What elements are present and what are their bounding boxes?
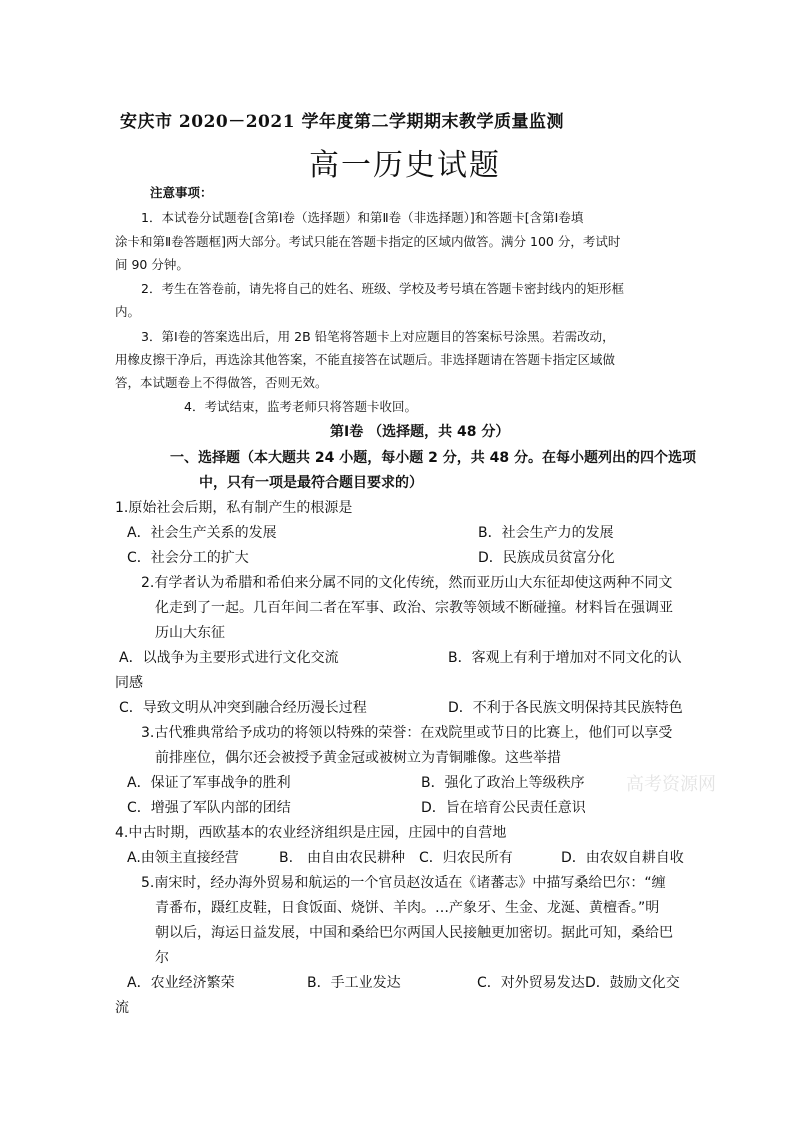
- option-d-continued: 流: [115, 1000, 129, 1016]
- section-instruction: 一、选择题（本大题共 24 小题，每小题 2 分，共 48 分。在每小题列出的四个选项: [170, 450, 696, 466]
- option-d: D．不利于各民族文明保持其民族特色: [448, 700, 683, 716]
- page-title: 高一历史试题: [309, 148, 501, 183]
- notice-line: 1．本试卷分试题卷[含第Ⅰ卷（选择题）和第Ⅱ卷（非选择题）]和答题卡[含第Ⅰ卷填: [141, 210, 584, 225]
- notice-line: 内。: [115, 304, 141, 319]
- notice-heading: 注意事项：: [150, 185, 213, 200]
- question-stem: 青番布，蹑红皮鞋，日食饭面、烧饼、羊肉。…产象牙、生金、龙涎、黄檀香。”明: [155, 900, 660, 916]
- option-b: B．社会生产力的发展: [478, 525, 614, 541]
- question-stem: 2.有学者认为希腊和希伯来分属不同的文化传统，然而亚历山大东征却使这两种不同文: [141, 575, 673, 591]
- exam-title: 安庆市 2020－2021 学年度第二学期期末教学质量监测: [120, 112, 564, 132]
- option-a: A．社会生产关系的发展: [127, 525, 277, 541]
- question-stem: 3.古代雅典常给予成功的将领以特殊的荣誉：在戏院里或节日的比赛上，他们可以享受: [141, 725, 673, 741]
- notice-line: 用橡皮擦干净后，再选涂其他答案，不能直接答在试题后。非选择题请在答题卡指定区域做: [115, 352, 616, 367]
- option-d: D．由农奴自耕自收: [561, 850, 684, 866]
- section-title: 第Ⅰ卷 （选择题，共 48 分）: [330, 424, 510, 440]
- question-stem: 前排座位，偶尔还会被授予黄金冠或被树立为青铜雕像。这些举措: [155, 750, 561, 766]
- option-b-continued: 同感: [115, 675, 143, 691]
- option-d: D．鼓励文化交: [585, 975, 680, 991]
- question-stem: 5.南宋时，经办海外贸易和航运的一个官员赵汝适在《诸蕃志》中描写桑给巴尔：“缠: [141, 875, 666, 891]
- option-c: C．增强了军队内部的团结: [127, 800, 291, 816]
- option-d: D．民族成员贫富分化: [478, 550, 615, 566]
- option-a: A．保证了军事战争的胜利: [127, 775, 291, 791]
- notice-line: 间 90 分钟。: [115, 257, 189, 272]
- question-stem: 化走到了一起。几百年间二者在军事、政治、宗教等领域不断碰撞。材料旨在强调亚: [155, 600, 673, 616]
- option-b: B．强化了政治上等级秩序: [421, 775, 585, 791]
- option-c: C．对外贸易发达: [477, 975, 585, 991]
- option-c: C．归农民所有: [419, 850, 513, 866]
- section-instruction: 中，只有一项是最符合题目要求的）: [199, 475, 423, 491]
- option-d: D．旨在培育公民责任意识: [421, 800, 586, 816]
- watermark: 高考资源网: [626, 774, 716, 795]
- notice-line: 答，本试题卷上不得做答，否则无效。: [115, 375, 328, 390]
- question-stem: 历山大东征: [155, 625, 225, 641]
- question-stem: 1.原始社会后期，私有制产生的根源是: [115, 500, 353, 516]
- option-c: C．导致文明从冲突到融合经历漫长过程: [119, 700, 367, 716]
- question-stem: 朝以后，海运日益发展，中国和桑给巴尔两国人民接触更加密切。据此可知，桑给巴: [155, 925, 673, 941]
- option-a: A．以战争为主要形式进行文化交流: [119, 650, 339, 666]
- question-stem: 4.中古时期，西欧基本的农业经济组织是庄园，庄园中的自营地: [115, 825, 507, 841]
- notice-line: 4．考试结束，监考老师只将答题卡收回。: [184, 399, 417, 414]
- option-a: A.由领主直接经营: [127, 850, 239, 866]
- question-stem: 尔: [155, 950, 169, 966]
- notice-line: 3．第Ⅰ卷的答案选出后，用 2B 铅笔将答题卡上对应题目的答案标号涂黑。若需改动，: [141, 329, 615, 344]
- notice-line: 2．考生在答卷前，请先将自己的姓名、班级、学校及考号填在答题卡密封线内的矩形框: [141, 281, 624, 296]
- option-b: B．手工业发达: [307, 975, 401, 991]
- option-b: B. 由自由农民耕种: [279, 850, 406, 866]
- notice-line: 涂卡和第Ⅱ卷答题框]两大部分。考试只能在答题卡指定的区域内做答。满分 100 分，考试时: [115, 234, 621, 249]
- option-a: A．农业经济繁荣: [127, 975, 235, 991]
- option-c: C．社会分工的扩大: [127, 550, 249, 566]
- option-b: B．客观上有利于增加对不同文化的认: [448, 650, 682, 666]
